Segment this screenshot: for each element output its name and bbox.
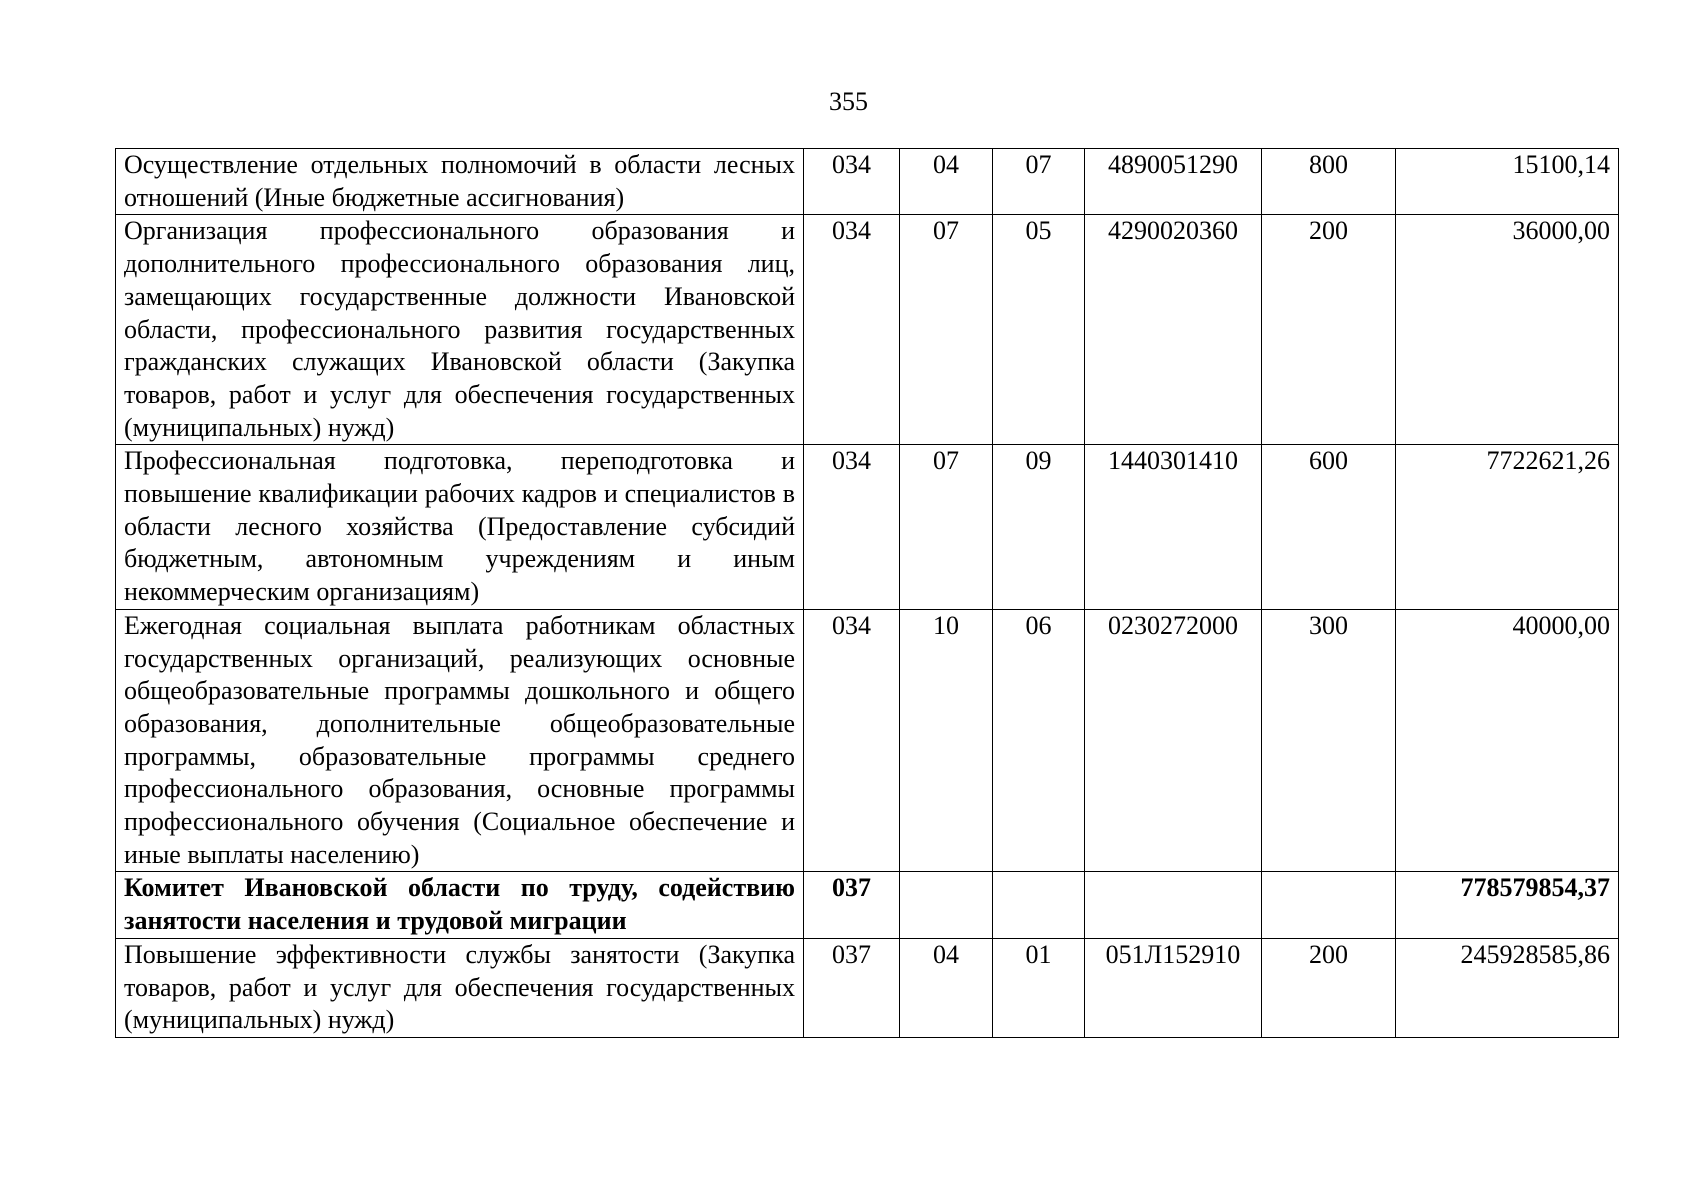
section-code: 04 [900,149,993,215]
subsection-code: 01 [993,938,1085,1037]
expense-type-code [1262,872,1396,938]
table-row [116,149,1619,215]
table-row [116,938,1619,1037]
row-description: Ежегодная социальная выплата работникам областных государственных организаций, реализующих основные общеобразовательные программы дошкольного и общего образования, дополнительные общеобразовательные программы, образовательные программы среднего профессионального образования, основные программы профессионального обучения (Социальное обеспечение и иные выплаты населению) [116,609,804,872]
amount: 7722621,26 [1396,445,1619,610]
amount: 15100,14 [1396,149,1619,215]
ministry-code: 034 [804,215,900,445]
target-article-code: 4290020360 [1085,215,1262,445]
expense-type-code: 800 [1262,149,1396,215]
subsection-code [993,872,1085,938]
section-code: 07 [900,215,993,445]
amount: 40000,00 [1396,609,1619,872]
target-article-code [1085,872,1262,938]
expense-type-code: 200 [1262,938,1396,1037]
subsection-code: 09 [993,445,1085,610]
target-article-code: 1440301410 [1085,445,1262,610]
row-description: Комитет Ивановской области по труду, содействию занятости населения и трудовой миграции [116,872,804,938]
expense-type-code: 600 [1262,445,1396,610]
ministry-code: 037 [804,938,900,1037]
row-description: Профессиональная подготовка, переподготовка и повышение квалификации рабочих кадров и специалистов в области лесного хозяйства (Предоставление субсидий бюджетным, автономным учреждениям и иным некоммерческим организациям) [116,445,804,610]
table-row [116,445,1619,610]
section-code: 04 [900,938,993,1037]
target-article-code: 4890051290 [1085,149,1262,215]
ministry-code: 034 [804,609,900,872]
table-row-committee-total [116,872,1619,938]
row-description: Организация профессионального образования и дополнительного профессионального образования лиц, замещающих государственные должности Ивановской области, профессионального развития государственных гражданских служащих Ивановской области (Закупка товаров, работ и услуг для обеспечения государственных (муниципальных) нужд) [116,215,804,445]
section-code: 10 [900,609,993,872]
section-code: 07 [900,445,993,610]
expense-type-code: 300 [1262,609,1396,872]
subsection-code: 06 [993,609,1085,872]
subsection-code: 05 [993,215,1085,445]
amount: 245928585,86 [1396,938,1619,1037]
target-article-code: 051Л152910 [1085,938,1262,1037]
amount: 778579854,37 [1396,872,1619,938]
ministry-code: 037 [804,872,900,938]
ministry-code: 034 [804,445,900,610]
expense-type-code: 200 [1262,215,1396,445]
amount: 36000,00 [1396,215,1619,445]
section-code [900,872,993,938]
ministry-code: 034 [804,149,900,215]
row-description: Осуществление отдельных полномочий в области лесных отношений (Иные бюджетные ассигнования) [116,149,804,215]
subsection-code: 07 [993,149,1085,215]
page-number: 355 [829,87,868,116]
table-row [116,215,1619,445]
table-row [116,609,1619,872]
target-article-code: 0230272000 [1085,609,1262,872]
budget-table [115,148,1619,1038]
row-description: Повышение эффективности службы занятости (Закупка товаров, работ и услуг для обеспечения государственных (муниципальных) нужд) [116,938,804,1037]
